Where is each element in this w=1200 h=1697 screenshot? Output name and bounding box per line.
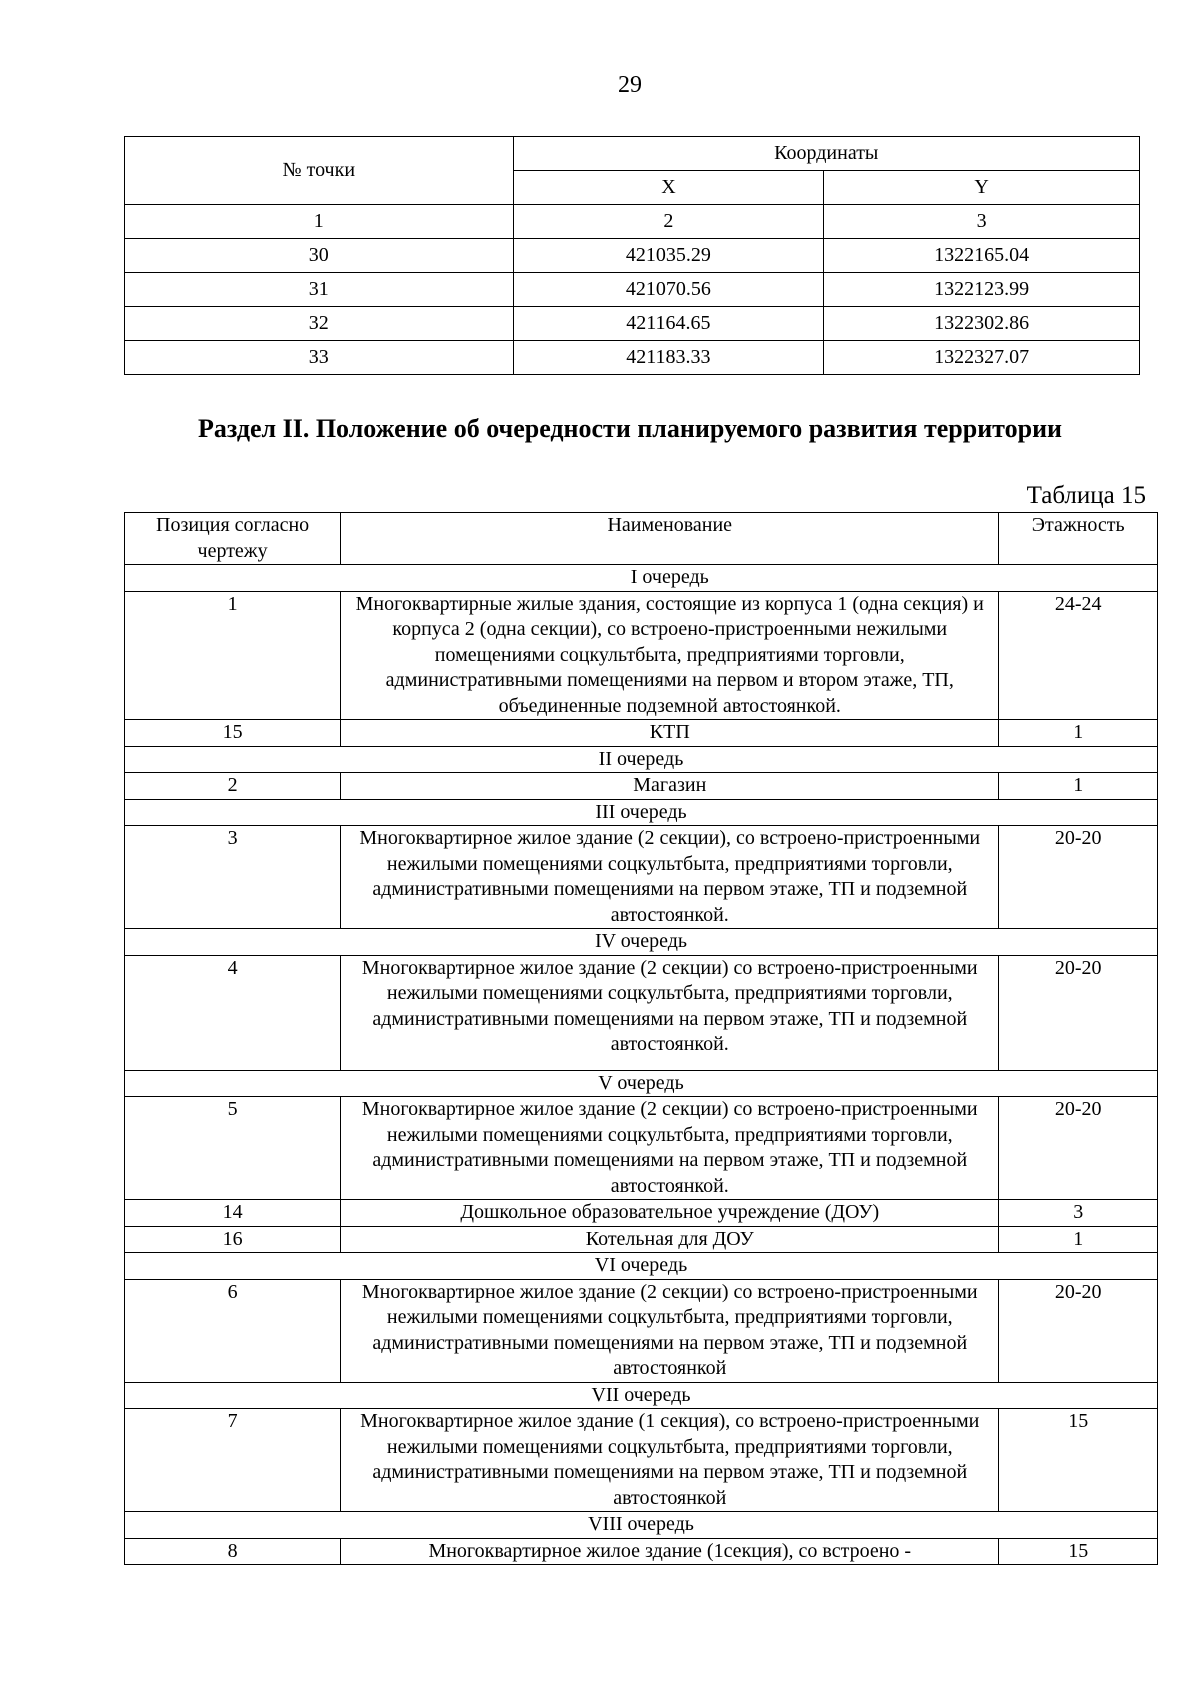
stage-row: [125, 1382, 1158, 1409]
table-row: [125, 826, 1158, 929]
stage-label: IV очередь: [125, 929, 1158, 956]
col-name-header: Наименование: [341, 513, 999, 565]
name-cell: КТП: [341, 720, 999, 747]
x-cell: 421164.65: [513, 307, 824, 341]
table-row: [125, 955, 1158, 1070]
position-cell: 5: [125, 1097, 341, 1200]
col-point-header: № точки: [125, 137, 514, 205]
position-cell: 14: [125, 1200, 341, 1227]
position-cell: 8: [125, 1538, 341, 1565]
col-y-header: Y: [824, 171, 1140, 205]
stage-label: I очередь: [341, 565, 999, 592]
y-cell: 1322165.04: [824, 239, 1140, 273]
name-cell: Дошкольное образовательное учреждение (ДОУ): [341, 1200, 999, 1227]
name-cell: Многоквартирные жилые здания, состоящие из корпуса 1 (одна секция) и корпуса 2 (одна секции), со встроено-пристроенными нежилыми помещениями соцкультбыта, предприятиями торговли, административными помещениями на первом и втором этаже, ТП, объединенные подземной автостоянкой.: [341, 591, 999, 720]
stages-table: [124, 512, 1158, 1565]
table-row: [125, 239, 1140, 273]
table-row: [125, 1279, 1158, 1382]
col-coords-header: Координаты: [513, 137, 1139, 171]
col-floors-header: Этажность: [999, 513, 1158, 565]
floors-cell: 1: [999, 1226, 1158, 1253]
table-row: [125, 1226, 1158, 1253]
floors-cell: 20-20: [999, 1279, 1158, 1382]
index-cell: 3: [824, 205, 1140, 239]
floors-cell: 15: [999, 1538, 1158, 1565]
point-cell: 31: [125, 273, 514, 307]
position-cell: 4: [125, 955, 341, 1070]
position-cell: 15: [125, 720, 341, 747]
col-position-header: Позиция согласно чертежу: [125, 513, 341, 565]
floors-cell: 20-20: [999, 826, 1158, 929]
name-cell: Многоквартирное жилое здание (2 секции), со встроено-пристроенными нежилыми помещениями соцкультбыта, предприятиями торговли, административными помещениями на первом этаже, ТП и подземной автостоянкой.: [341, 826, 999, 929]
section-title: Раздел II. Положение об очередности планируемого развития территории: [197, 414, 1063, 443]
point-cell: 33: [125, 341, 514, 375]
stage-row: [125, 1512, 1158, 1539]
floors-cell: 20-20: [999, 955, 1158, 1070]
stage-label: VI очередь: [125, 1253, 1158, 1280]
stage-label: II очередь: [125, 746, 1158, 773]
position-cell: 2: [125, 773, 341, 800]
table-row: [125, 1097, 1158, 1200]
floors-cell: 1: [999, 773, 1158, 800]
table-row: [125, 591, 1158, 720]
stage-label: V очередь: [125, 1070, 1158, 1097]
y-cell: 1322302.86: [824, 307, 1140, 341]
stage-row: [125, 799, 1158, 826]
table-row: [125, 307, 1140, 341]
table-row: [125, 1200, 1158, 1227]
stage-row: [125, 929, 1158, 956]
point-cell: 32: [125, 307, 514, 341]
name-cell: Многоквартирное жилое здание (2 секции) со встроено-пристроенными нежилыми помещениями соцкультбыта, предприятиями торговли, административными помещениями на первом этаже, ТП и подземной автостоянкой: [341, 1279, 999, 1382]
position-cell: 6: [125, 1279, 341, 1382]
stage-label: VII очередь: [125, 1382, 1158, 1409]
name-cell: Многоквартирное жилое здание (1секция), со встроено -: [341, 1538, 999, 1565]
main-header-row: [125, 513, 1158, 565]
floors-cell: 15: [999, 1409, 1158, 1512]
table-row: [125, 341, 1140, 375]
table-row: [125, 273, 1140, 307]
stage-row: [125, 1253, 1158, 1280]
coords-header-row: [125, 137, 1140, 171]
table-row: [125, 720, 1158, 747]
floors-cell: 1: [999, 720, 1158, 747]
table-row: [125, 773, 1158, 800]
name-cell: Многоквартирное жилое здание (1 секция), со встроено-пристроенными нежилыми помещениями соцкультбыта, предприятиями торговли, административными помещениями на первом этаже, ТП и подземной автостоянкой: [341, 1409, 999, 1512]
name-cell: Многоквартирное жилое здание (2 секции) со встроено-пристроенными нежилыми помещениями соцкультбыта, предприятиями торговли, административными помещениями на первом этаже, ТП и подземной автостоянкой.: [341, 955, 999, 1070]
name-cell: Котельная для ДОУ: [341, 1226, 999, 1253]
table-row: [125, 1538, 1158, 1565]
col-x-header: X: [513, 171, 824, 205]
page-number: 29: [618, 72, 642, 98]
position-cell: 3: [125, 826, 341, 929]
index-cell: 2: [513, 205, 824, 239]
floors-cell: 20-20: [999, 1097, 1158, 1200]
floors-cell: 3: [999, 1200, 1158, 1227]
point-cell: 30: [125, 239, 514, 273]
table-row: [125, 1409, 1158, 1512]
position-cell: 16: [125, 1226, 341, 1253]
stage-row: [125, 565, 1158, 592]
table-caption: Таблица 15: [1026, 482, 1146, 509]
x-cell: 421070.56: [513, 273, 824, 307]
y-cell: 1322123.99: [824, 273, 1140, 307]
name-cell: Магазин: [341, 773, 999, 800]
y-cell: 1322327.07: [824, 341, 1140, 375]
coordinates-table: [124, 136, 1140, 375]
index-cell: 1: [125, 205, 514, 239]
stage-row: [125, 746, 1158, 773]
name-cell: Многоквартирное жилое здание (2 секции) со встроено-пристроенными нежилыми помещениями соцкультбыта, предприятиями торговли, административными помещениями на первом этаже, ТП и подземной автостоянкой.: [341, 1097, 999, 1200]
stage-label: III очередь: [125, 799, 1158, 826]
position-cell: 1: [125, 591, 341, 720]
stage-row: [125, 1070, 1158, 1097]
coords-index-row: [125, 205, 1140, 239]
floors-cell: 24-24: [999, 591, 1158, 720]
x-cell: 421035.29: [513, 239, 824, 273]
x-cell: 421183.33: [513, 341, 824, 375]
position-cell: 7: [125, 1409, 341, 1512]
stage-label: VIII очередь: [125, 1512, 1158, 1539]
